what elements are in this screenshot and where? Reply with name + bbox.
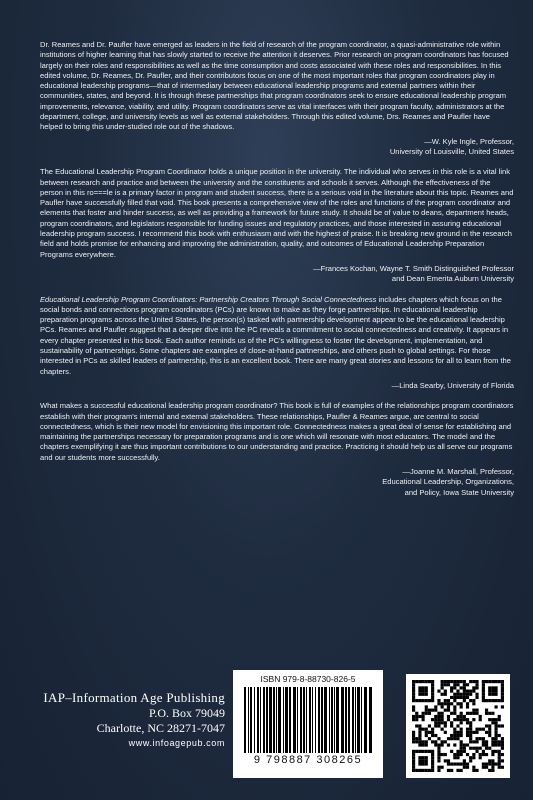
isbn-digits: 9 798887 308265 [253,754,363,766]
isbn-label: ISBN 979-8-88730-826-5 [260,674,356,684]
attribution-line: and Dean Emerita Auburn University [391,274,514,284]
blurb-3-text [40,295,514,377]
attribution-line: —Linda Searby, University of Florida [391,380,514,390]
back-cover-text [40,40,514,508]
blurb-1-text: Dr. Reames and Dr. Paufler have emerged as leaders in the field of research of the program coordinator, a quasi-administrative role within institutions of higher learning that has slowly started to receive the attention it deserves. Prior research on program coordinators has focused largely on their roles and responsibilities as well as the time consumption and costs associated with these roles and responsibilities. In this edited volume, Dr. Reames, Dr. Paufler, and their contributors focus on one of the most important roles that program coordinators play in educational leadership programs—that of intermediary between educational leadership programs and external partners within their communities, states, and beyond. It is through these partnerships that program coordinators seek to ensure educational leadership program improvements, relevance, viability, and utility. Program coordinators serve as vital interfaces with their program faculty, administrators at the department, college, and university levels as well as external stakeholders. Through this edited volume, Drs. Reames and Paufler have helped to bring this under-studied role out of the shadows. [40,40,509,132]
blurb-2-attribution [40,264,514,285]
blurb-3-attribution [40,381,514,391]
blurb-3-body: includes chapters which focus on the social bonds and connections program coordinators (PCs) are known to make as they forge partnerships. In educational leadership preparation programs across the United States, the person(s) tasked with partnership development appear to be the educational leadership PCs. Reames and Paufler suggest that a deeper dive into the PC reveals a commitment to social connectedness and creativity. It appears in every chapter presented in this book. Each author reminds us of the PC's willingness to foster the development, implementation, and sustainability of partnerships. Some chapters are examples of close-at-hand partnerships, and others push to global settings. For those interested in PCs as skilled leaders of partnership, this is an excellent book. There are many great stories and lessons for all to learn from the chapters. [40,294,511,376]
attribution-line: and Policy, Iowa State University [404,487,514,497]
attribution-line: —W. Kyle Ingle, Professor, [424,136,514,146]
qr-code-box[interactable] [406,674,510,778]
attribution-line: Educational Leadership, Organizations, [382,477,514,487]
blurb-2-text: The Educational Leadership Program Coordinator holds a unique position in the university. The individual who serves in this role is a vital link between research and practice and between the university and the constituents and schools it serves. Although the effectiveness of the person in this ro===le is a primary factor in program and student success, there is a serious void in the literature about this topic. Reames and Paufler have successfully filled that void. This book presents a comprehensive view of the roles and functions of the program coordinator and elements that foster and hinder success, as well as providing a framework for future study. It should be of value to deans, department heads, program coordinators, and legislators responsible for funding issues and regulatory practices, and those interested in assuring educational leadership program success. I recommend this book with enthusiasm and with the highest of praise. It is breaking new ground in the research field and holds promise for enhancing and improving the administration, quality, and outcomes of Educational Leadership Preparation Programs everywhere. [40,167,514,259]
attribution-line: —Joanne M. Marshall, Professor, [402,466,514,476]
publisher-address-line1: P.O. Box 79049 [148,706,225,720]
isbn-barcode-box [233,670,383,778]
blurb-4-text: What makes a successful educational leadership program coordinator? This book is full of examples of the relationships program coordinators establish with their program's internal and external stakeholders. These relationships, Paufler & Reames argue, are central to social connectedness, which is their new model for envisioning this important role. Connectedness makes a great deal of sense for establishing and maintaining the partnerships necessary for preparation programs and is one which will resonate with most educators. The model and the chapters exemplifying it are thus important contributions to our understanding and practice. Practicing it should help us all serve our programs and our students more successfully. [40,401,514,462]
publisher-block [25,690,225,748]
publisher-address-line2: Charlotte, NC 28271-7047 [96,721,225,735]
barcode-icon [242,687,374,753]
attribution-line: —Frances Kochan, Wayne T. Smith Distinguished Professor [313,263,514,273]
publisher-name: IAP–Information Age Publishing [43,690,225,705]
qr-code-icon [412,680,504,772]
blurb-1-attribution [40,137,514,158]
book-title-italic: Educational Leadership Program Coordinators: Partnership Creators Through Social Connectedness [40,294,377,304]
blurb-4-attribution [40,467,514,498]
attribution-line: University of Louisville, United States [389,146,514,156]
publisher-website[interactable]: www.infoagepub.com [128,738,225,748]
